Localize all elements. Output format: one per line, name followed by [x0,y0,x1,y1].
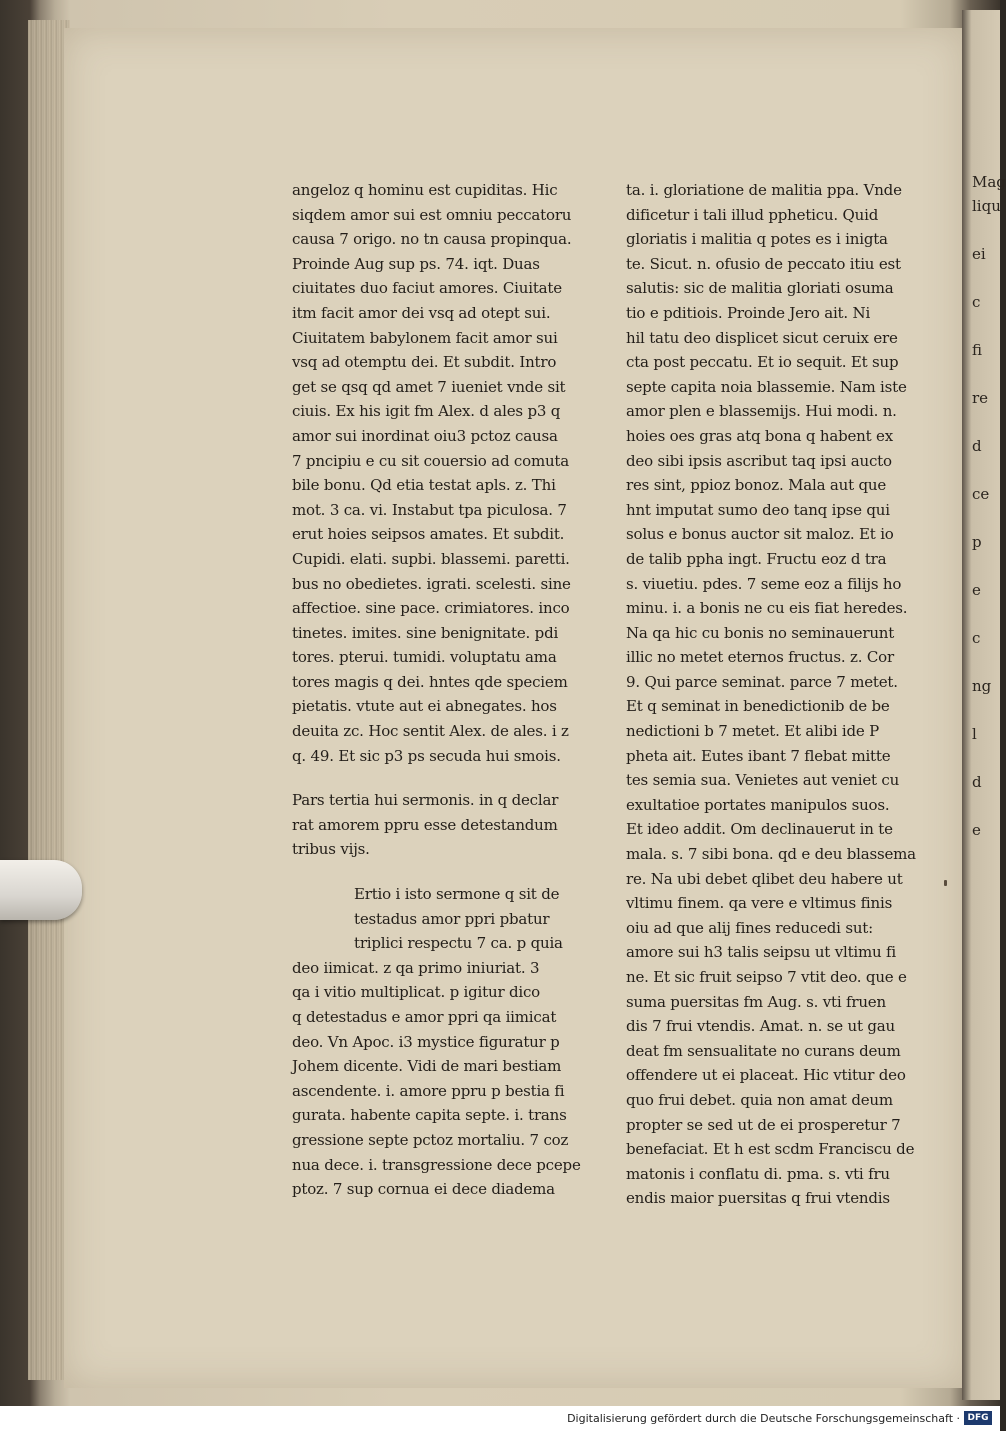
text-line: suma puersitas fm Aug. s. vti fruen [626,992,886,1011]
text-line: deuita zc. Hoc sentit Alex. de ales. i z [292,722,569,741]
text-line: mot. 3 ca. vi. Instabut tpa piculosa. 7 [292,500,567,519]
facing-page-fragment: p [972,533,982,551]
text-line: hoies oes gras atq bona q habent ex [626,426,893,445]
text-line: erut hoies seipsos amates. Et subdit. [292,525,565,544]
facing-page-fragment: Mag [972,173,1006,191]
text-line: quo frui debet. quia non amat deum [626,1090,893,1109]
text-line: Et q seminat in benedictionib de be [626,697,890,716]
text-line: tores. pterui. tumidi. voluptatu ama [292,648,557,667]
text-line: Ertio i isto sermone q sit de [354,885,560,904]
facing-page-fragment: e [972,581,981,599]
text-line: deat fm sensualitate no curans deum [626,1041,901,1060]
text-line: endis maior puersitas q frui vtendis [626,1189,890,1208]
text-line: gloriatis i malitia q potes es i inigta [626,230,888,249]
text-line: matonis i conflatu di. pma. s. vti fru [626,1164,890,1183]
text-line: de talib ppha ingt. Fructu eoz d tra [626,549,887,568]
facing-page-fragment: ei [972,245,986,263]
text-line: bile bonu. Qd etia testat apls. z. Thi [292,476,556,495]
text-line: cta post peccatu. Et io sequit. Et sup [626,353,899,372]
text-line: tribus vijs. [292,840,370,859]
text-line: offendere ut ei placeat. Hic vtitur deo [626,1066,906,1085]
page-clip [0,860,82,920]
text-line: q detestadus e amor ppri qa iimicat [292,1008,557,1026]
text-line: ascendente. i. amore ppru p bestia fi [292,1081,565,1100]
text-line: amore sui h3 talis seipsu ut vltimu fi [626,943,896,962]
facing-page-fragment: l [972,725,977,743]
text-line: deo. Vn Apoc. i3 mystice figuratur p [292,1032,560,1051]
funding-credit: Digitalisierung gefördert durch die Deutsche Forschungsgemeinschaft · [567,1412,960,1425]
text-line: gressione septe pctoz mortaliu. 7 coz [292,1130,569,1149]
footer-bar [0,1406,1000,1431]
text-line: hil tatu deo displicet sicut ceruix ere [626,328,898,347]
text-line: mala. s. 7 sibi bona. qd e deu blassema [626,845,916,864]
text-line: ciuitates duo faciut amores. Ciuitate [292,279,562,298]
right-text-column [626,178,918,1211]
text-line: benefaciat. Et h est scdm Franciscu de [626,1140,915,1159]
left-text-column [292,178,592,1202]
facing-page-edge [962,10,1006,1400]
left-paragraph-1 [292,178,592,768]
text-line: salutis: sic de malitia gloriati osuma [626,279,894,298]
text-line: ne. Et sic fruit seipso 7 vtit deo. que e [626,968,907,986]
dfg-logo: DFG [964,1411,992,1425]
text-line: re. Na ubi debet qlibet deu habere ut [626,869,903,888]
text-line: Ciuitatem babylonem facit amor sui [292,328,558,347]
text-line: tes semia sua. Venietes aut veniet cu [626,771,900,790]
text-line: dificetur i tali illud ppheticu. Quid [626,205,879,224]
text-line: deo sibi ipsis ascribut taq ipsi aucto [626,451,892,470]
facing-page-fragment: ce [972,485,990,503]
text-line: pheta ait. Eutes ibant 7 flebat mitte [626,746,891,765]
text-line: itm facit amor dei vsq ad otept sui. [292,303,551,322]
facing-page-fragment: c [972,629,981,647]
text-line: siqdem amor sui est omniu peccatoru [292,205,572,224]
text-line: s. viuetiu. pdes. 7 seme eoz a filijs ho [626,574,902,593]
text-line: ta. i. gloriatione de malitia ppa. Vnde [626,181,902,199]
text-line: nedictioni b 7 metet. Et alibi ide P [626,722,880,741]
right-paragraph [626,178,918,1211]
text-line: nua dece. i. transgressione dece pcepe [292,1155,581,1174]
text-line: bus no obedietes. igrati. scelesti. sine [292,574,571,593]
text-line: triplici respectu 7 ca. p quia [354,934,563,953]
facing-page-fragment: liqu [972,197,1001,215]
text-line: gurata. habente capita septe. i. trans [292,1106,567,1125]
text-line: Cupidi. elati. supbi. blassemi. paretti. [292,549,570,568]
text-line: deo iimicat. z qa primo iniuriat. 3 [292,958,540,977]
text-line: minu. i. a bonis ne cu eis fiat heredes. [626,599,908,618]
facing-page-fragment: fi [972,341,983,359]
text-line: amor plen e blassemijs. Hui modi. n. [626,402,897,421]
text-line: Pars tertia hui sermonis. in q declar [292,791,559,810]
text-line: vsq ad otemptu dei. Et subdit. Intro [292,353,557,372]
text-line: ptoz. 7 sup cornua ei dece diadema [292,1180,555,1199]
facing-page-fragment: d [972,773,982,791]
text-line: oiu ad que alij fines reducedi sut: [626,918,873,937]
facing-page-fragment: c [972,293,981,311]
text-line: 9. Qui parce seminat. parce 7 metet. [626,672,898,691]
text-line: q. 49. Et sic p3 ps secuda hui smois. [292,746,561,765]
text-line: tores magis q dei. hntes qde speciem [292,672,568,691]
text-line: te. Sicut. n. ofusio de peccato itiu est [626,254,901,273]
text-line: 7 pncipiu e cu sit couersio ad comuta [292,451,569,470]
text-line: Na qa hic cu bonis no seminauerunt [626,623,895,642]
text-line: testadus amor ppri pbatur [354,909,550,928]
text-line: amor sui inordinat oiu3 pctoz causa [292,426,558,445]
section-heading [292,788,592,862]
text-line: tinetes. imites. sine benignitate. pdi [292,623,559,642]
text-line: qa i vitio multiplicat. p igitur dico [292,983,541,1002]
ink-mark [944,880,947,886]
text-line: ciuis. Ex his igit fm Alex. d ales p3 q [292,402,561,421]
facing-page-fragment: re [972,389,989,407]
text-line: Proinde Aug sup ps. 74. iqt. Duas [292,254,540,273]
text-line: illic no metet eternos fructus. z. Cor [626,648,894,667]
facing-page-fragment: e [972,821,981,839]
text-line: vltimu finem. qa vere e vltimus finis [626,894,893,913]
text-line: tio e pditiois. Proinde Jero ait. Ni [626,303,871,322]
text-line: res sint, ppioz bonoz. Mala aut que [626,476,887,495]
text-line: Et ideo addit. Om declinauerut in te [626,820,893,839]
text-line: angeloz q hominu est cupiditas. Hic [292,181,558,199]
text-line: get se qsq qd amet 7 iueniet vnde sit [292,377,566,396]
text-line: pietatis. vtute aut ei abnegates. hos [292,697,557,716]
text-line: hnt imputat sumo deo tanq ipse qui [626,500,890,519]
text-line: solus e bonus auctor sit maloz. Et io [626,525,894,544]
text-line: septe capita noia blassemie. Nam iste [626,377,907,396]
text-line: Johem dicente. Vidi de mari bestiam [292,1057,562,1076]
text-line: rat amorem ppru esse detestandum [292,815,558,834]
text-line: propter se sed ut de ei prosperetur 7 [626,1115,901,1134]
facing-page-text [962,10,1006,866]
text-line: dis 7 frui vtendis. Amat. n. se ut gau [626,1017,895,1036]
facing-page-fragment: ng [972,677,992,695]
text-line: affectioe. sine pace. crimiatores. inco [292,599,570,618]
text-line: causa 7 origo. no tn causa propinqua. [292,230,572,249]
facing-page-fragment: d [972,437,982,455]
left-paragraph-2 [292,882,592,1202]
text-line: exultatioe portates manipulos suos. [626,795,890,814]
